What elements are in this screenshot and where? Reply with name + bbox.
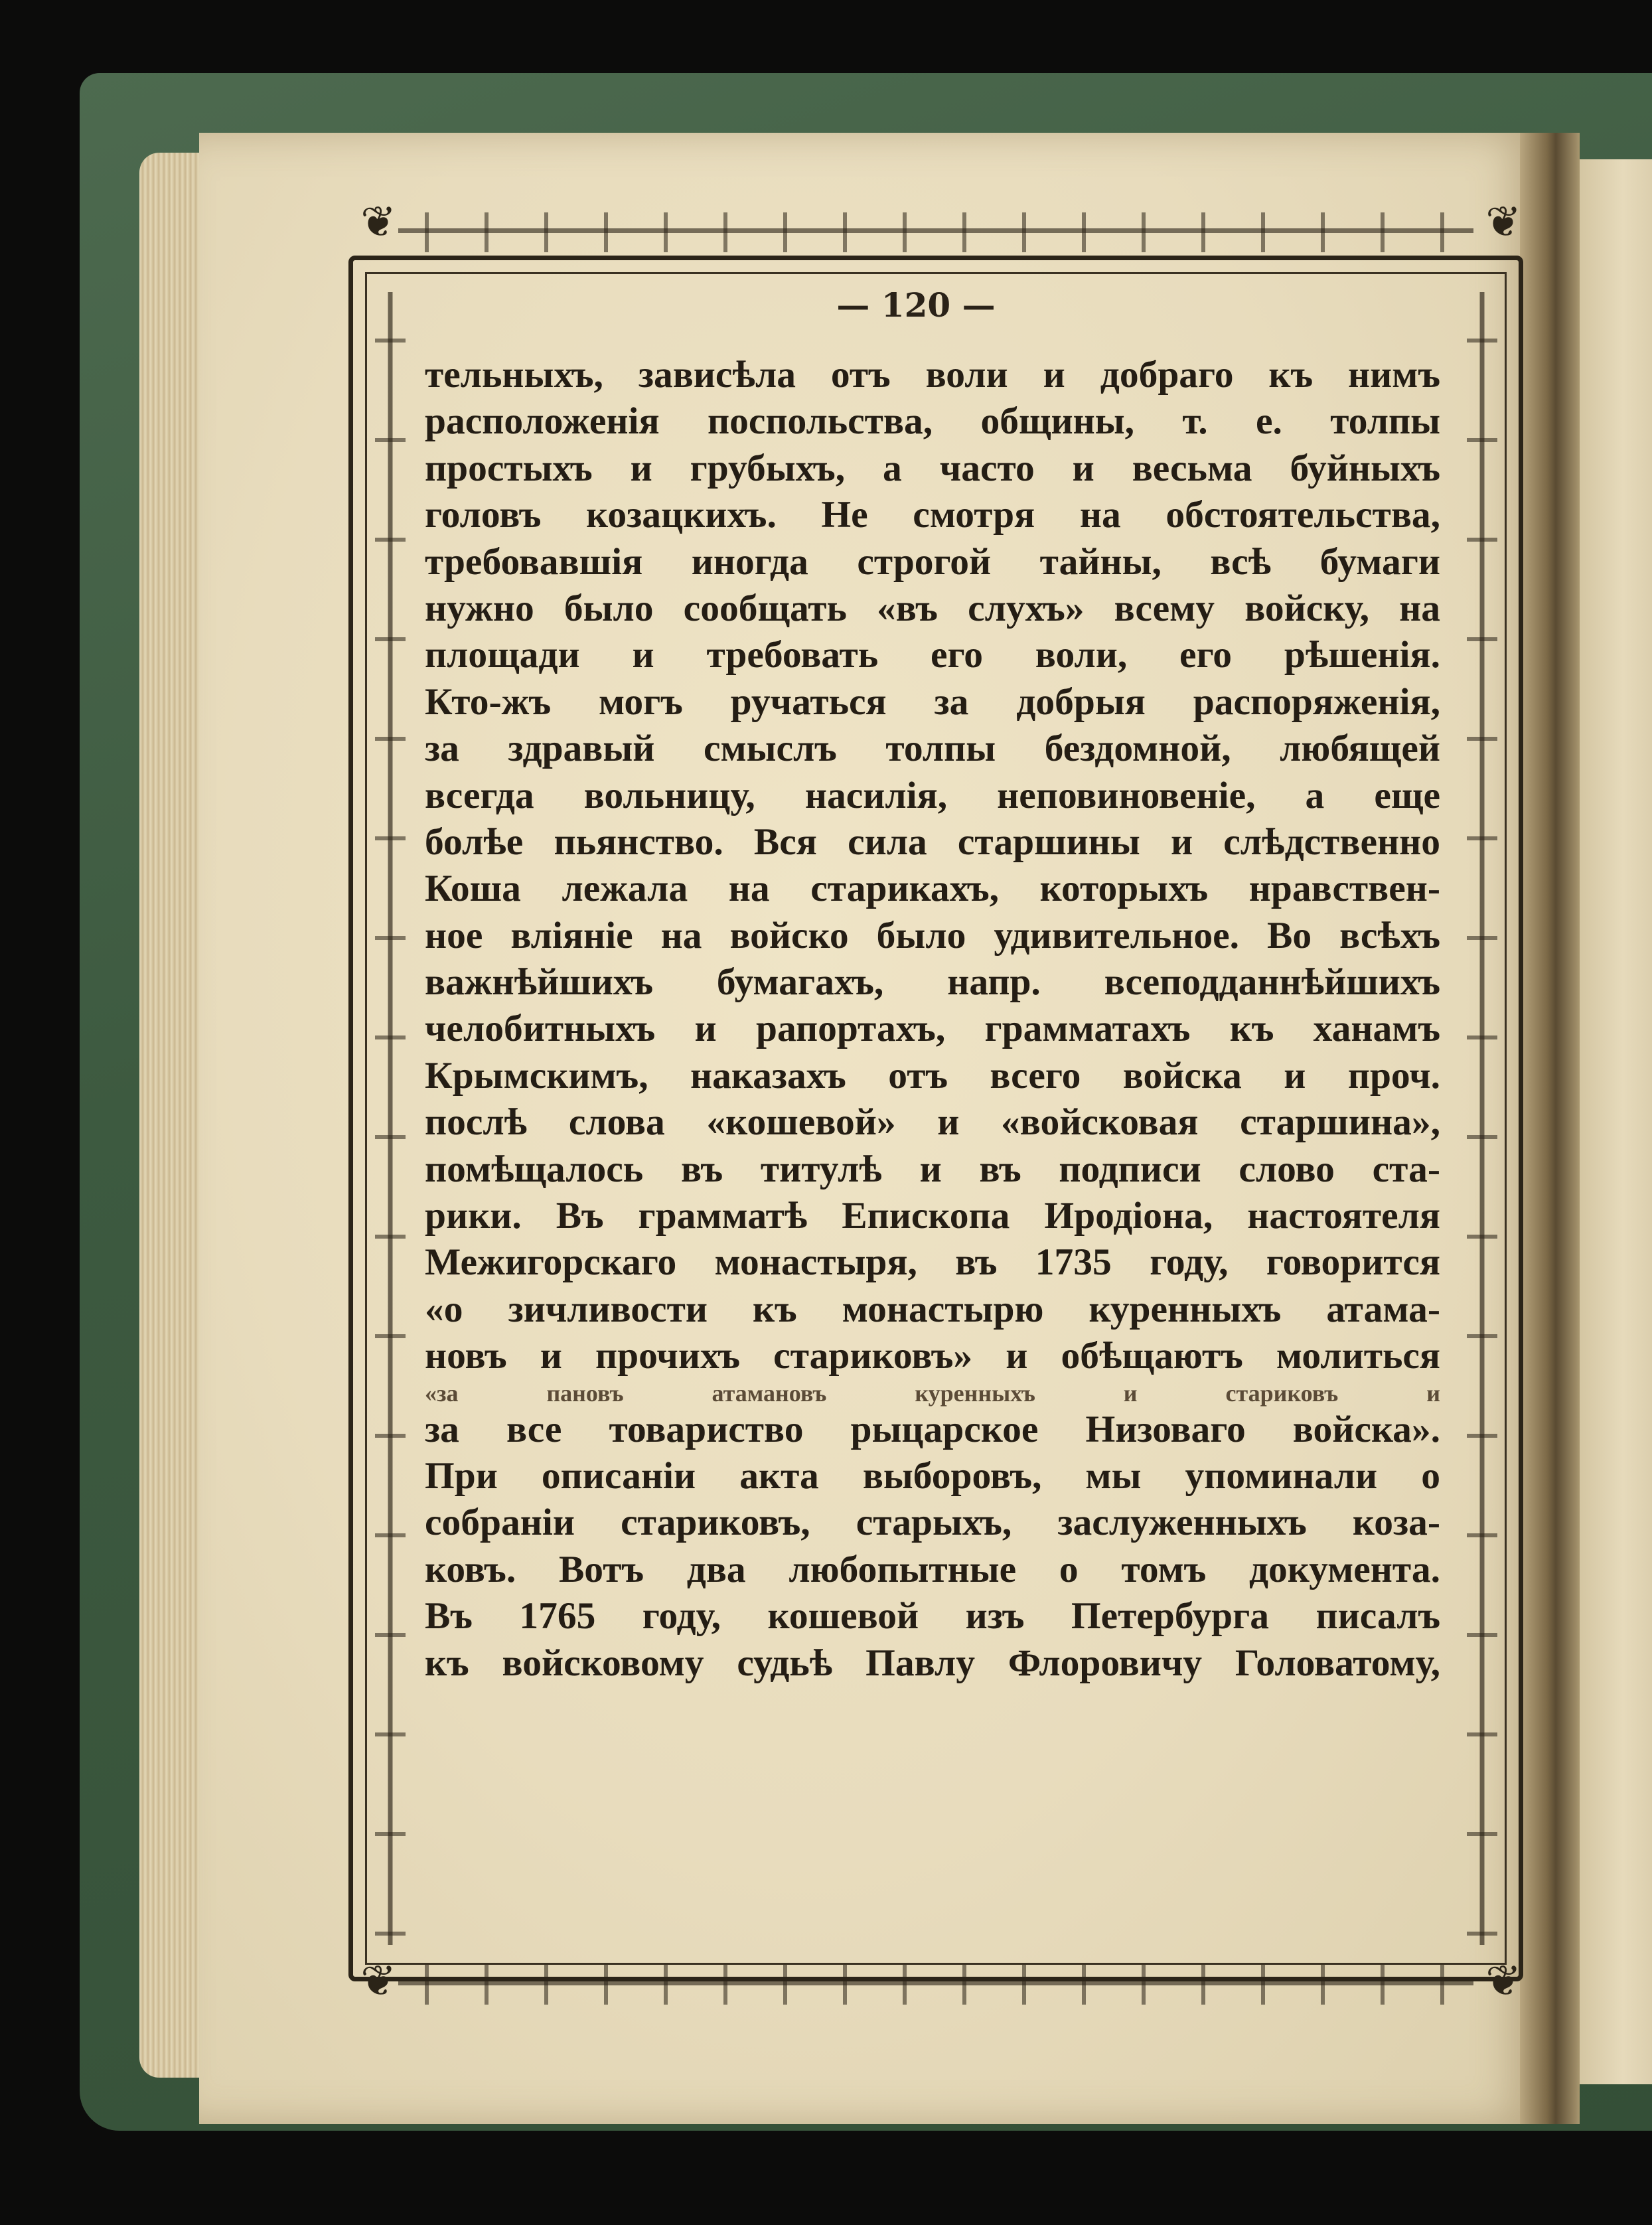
text-line: Коша лежала на старикахъ, которыхъ нравствен- (425, 868, 1440, 910)
facing-page-edge (1580, 159, 1652, 2084)
text-line: площади и требовать его воли, его рѣшенія. (425, 634, 1440, 676)
ornamental-border-top (398, 212, 1473, 252)
text-line: тельныхъ, зависѣла отъ воли и добраго къ нимъ (425, 354, 1440, 396)
text-line: всегда вольницу, насилія, неповиновеніе, а еще (425, 774, 1440, 816)
text-line: нужно было сообщать «въ слухъ» всему войску, на (425, 587, 1440, 629)
text-line: ное вліяніе на войско было удивительное. Во всѣхъ (425, 914, 1440, 957)
text-line: болѣе пьянство. Вся сила старшины и слѣдственно (425, 820, 1440, 863)
text-line: челобитныхъ и рапортахъ, грамматахъ къ ханамъ (425, 1008, 1440, 1050)
text-line: Въ 1765 году, кошевой изъ Петербурга писалъ (425, 1595, 1440, 1638)
text-line: «за пановъ атамановъ куренныхъ и стариковъ и (425, 1379, 1440, 1407)
text-line: требовавшія иногда строгой тайны, всѣ бумаги (425, 540, 1440, 583)
corner-ornament-icon: ❦ (1485, 1957, 1521, 2006)
text-line: Кто-жъ могъ ручаться за добрыя распоряженія, (425, 680, 1440, 723)
page-number: — 120 — (836, 285, 996, 325)
text-line: расположенія поспольства, общины, т. е. толпы (425, 400, 1440, 443)
text-line: за все товариство рыцарское Низоваго войска». (425, 1408, 1440, 1450)
text-line: за здравый смыслъ толпы бездомной, любящей (425, 728, 1440, 770)
corner-ornament-icon: ❦ (360, 198, 396, 247)
text-line: важнѣйшихъ бумагахъ, напр. всеподданнѣйшихъ (425, 961, 1440, 1004)
text-line: головъ козацкихъ. Не смотря на обстоятельства, (425, 494, 1440, 536)
text-line: рики. Въ грамматѣ Епископа Иродіона, настоятеля (425, 1195, 1440, 1237)
text-line: новъ и прочихъ стариковъ» и обѣщаютъ молиться (425, 1335, 1440, 1377)
text-line: послѣ слова «кошевой» и «войсковая старшина», (425, 1101, 1440, 1144)
text-line: собраніи стариковъ, старыхъ, заслуженныхъ коза- (425, 1501, 1440, 1544)
corner-ornament-icon: ❦ (1485, 198, 1521, 247)
text-line: Крымскимъ, наказахъ отъ всего войска и проч. (425, 1054, 1440, 1097)
text-line: простыхъ и грубыхъ, а часто и весьма буйныхъ (425, 447, 1440, 489)
text-line: къ войсковому судьѣ Павлу Флоровичу Головатому, (425, 1642, 1440, 1684)
text-line: Межигорскаго монастыря, въ 1735 году, говорится (425, 1241, 1440, 1284)
corner-ornament-icon: ❦ (360, 1957, 396, 2006)
book-gutter (1520, 133, 1580, 2124)
text-line: «о зичливости къ монастырю куренныхъ атама- (425, 1288, 1440, 1330)
text-line: ковъ. Вотъ два любопытные о томъ документа. (425, 1548, 1440, 1590)
text-line: помѣщалось въ титулѣ и въ подписи слово ста- (425, 1148, 1440, 1190)
text-line: При описаніи акта выборовъ, мы упоминали о (425, 1454, 1440, 1497)
page-text (425, 352, 1440, 1687)
